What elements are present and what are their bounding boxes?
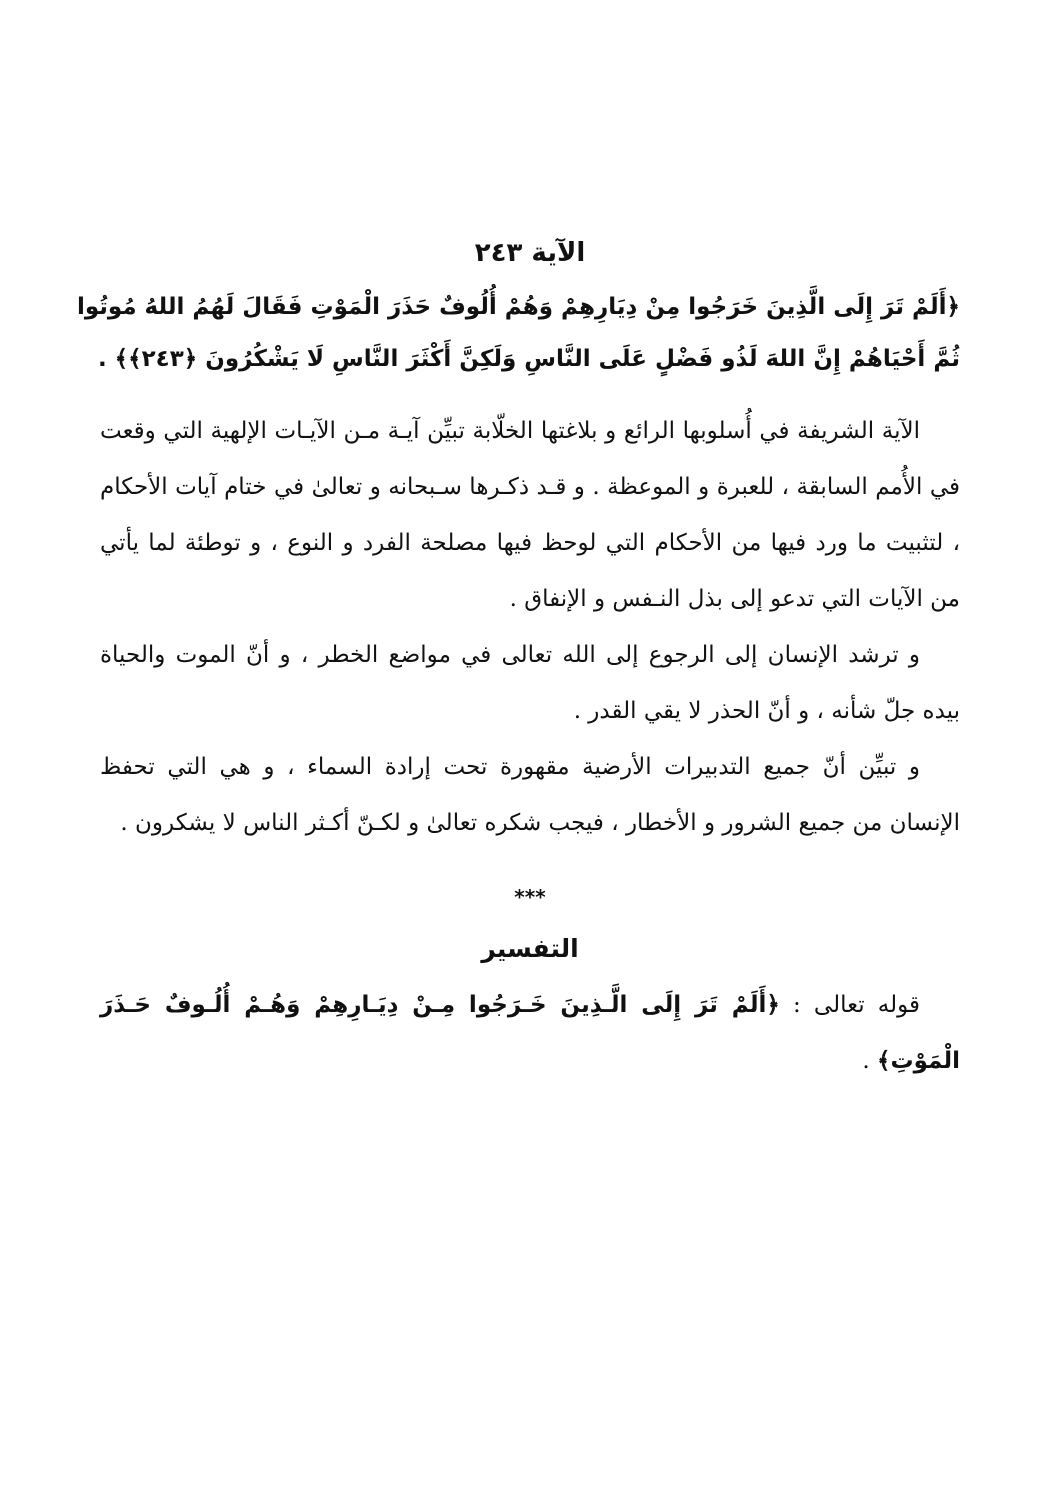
tafsir-intro-quote: ﴿أَلَمْ تَرَ إِلَى الَّـذِينَ خَـرَجُوا مِـنْ دِيَـارِهِمْ وَهُـمْ أُلُـوفٌ حَـذَرَ الْمَوْتِ﴾ (100, 992, 960, 1074)
paragraph-2: و ترشد الإنسان إلى الرجوع إلى الله تعالى في مواضع الخطر ، و أنّ الموت والحياة بيده جلّ شأنه ، و أنّ الحذر لا يقي القدر . (100, 642, 960, 724)
document-page (76, 225, 960, 1089)
paragraph-1: الآية الشريفة في أُسلوبها الرائع و بلاغتها الخلّابة تبيِّن آيـة مـن الآيـات الإلهية التي وقعت في الأُمم السابقة ، للعبرة و الموعظة . و قـد ذكـرها سـبحانه و تعالىٰ في ختام آيات الأحكام ، لتثبيت ما ورد فيها من الأحكام التي لوحظ فيها مصلحة الفرد و النوع ، و توطئة لما يأتي من الآيات التي تدعو إلى بذل النـفس و الإنفاق . (100, 418, 960, 612)
verse-line-1: ﴿أَلَمْ تَرَ إِلَى الَّذِينَ خَرَجُوا مِنْ دِيَارِهِمْ وَهُمْ أُلُوفٌ حَذَرَ الْمَوْتِ فَقَالَ لَهُمُ اللهُ مُوتُوا (76, 294, 960, 320)
tafsir-intro-suffix: . (862, 1048, 878, 1074)
section-separator: *** (514, 885, 546, 909)
verse-line-2: ثُمَّ أَحْيَاهُمْ إِنَّ اللهَ لَذُو فَضْلٍ عَلَى النَّاسِ وَلَكِنَّ أَكْثَرَ النَّاسِ لَا يَشْكُرُونَ ﴿٢٤٣﴾﴾ . (97, 346, 960, 372)
tafsir-intro (100, 977, 960, 1089)
quran-verse (76, 281, 960, 385)
tafsir-title: التفسير (481, 934, 579, 963)
verse-heading: الآية ٢٤٣ (474, 238, 586, 268)
paragraph-3: و تبيِّن أنّ جميع التدبيرات الأرضية مقهورة تحت إرادة السماء ، و هي التي تحفظ الإنسان من جميع الشرور و الأخطار ، فيجب شكره تعالىٰ و لكـنّ أكـثر الناس لا يشكرون . (100, 754, 960, 836)
tafsir-intro-prefix: قوله تعالى : (779, 992, 920, 1018)
